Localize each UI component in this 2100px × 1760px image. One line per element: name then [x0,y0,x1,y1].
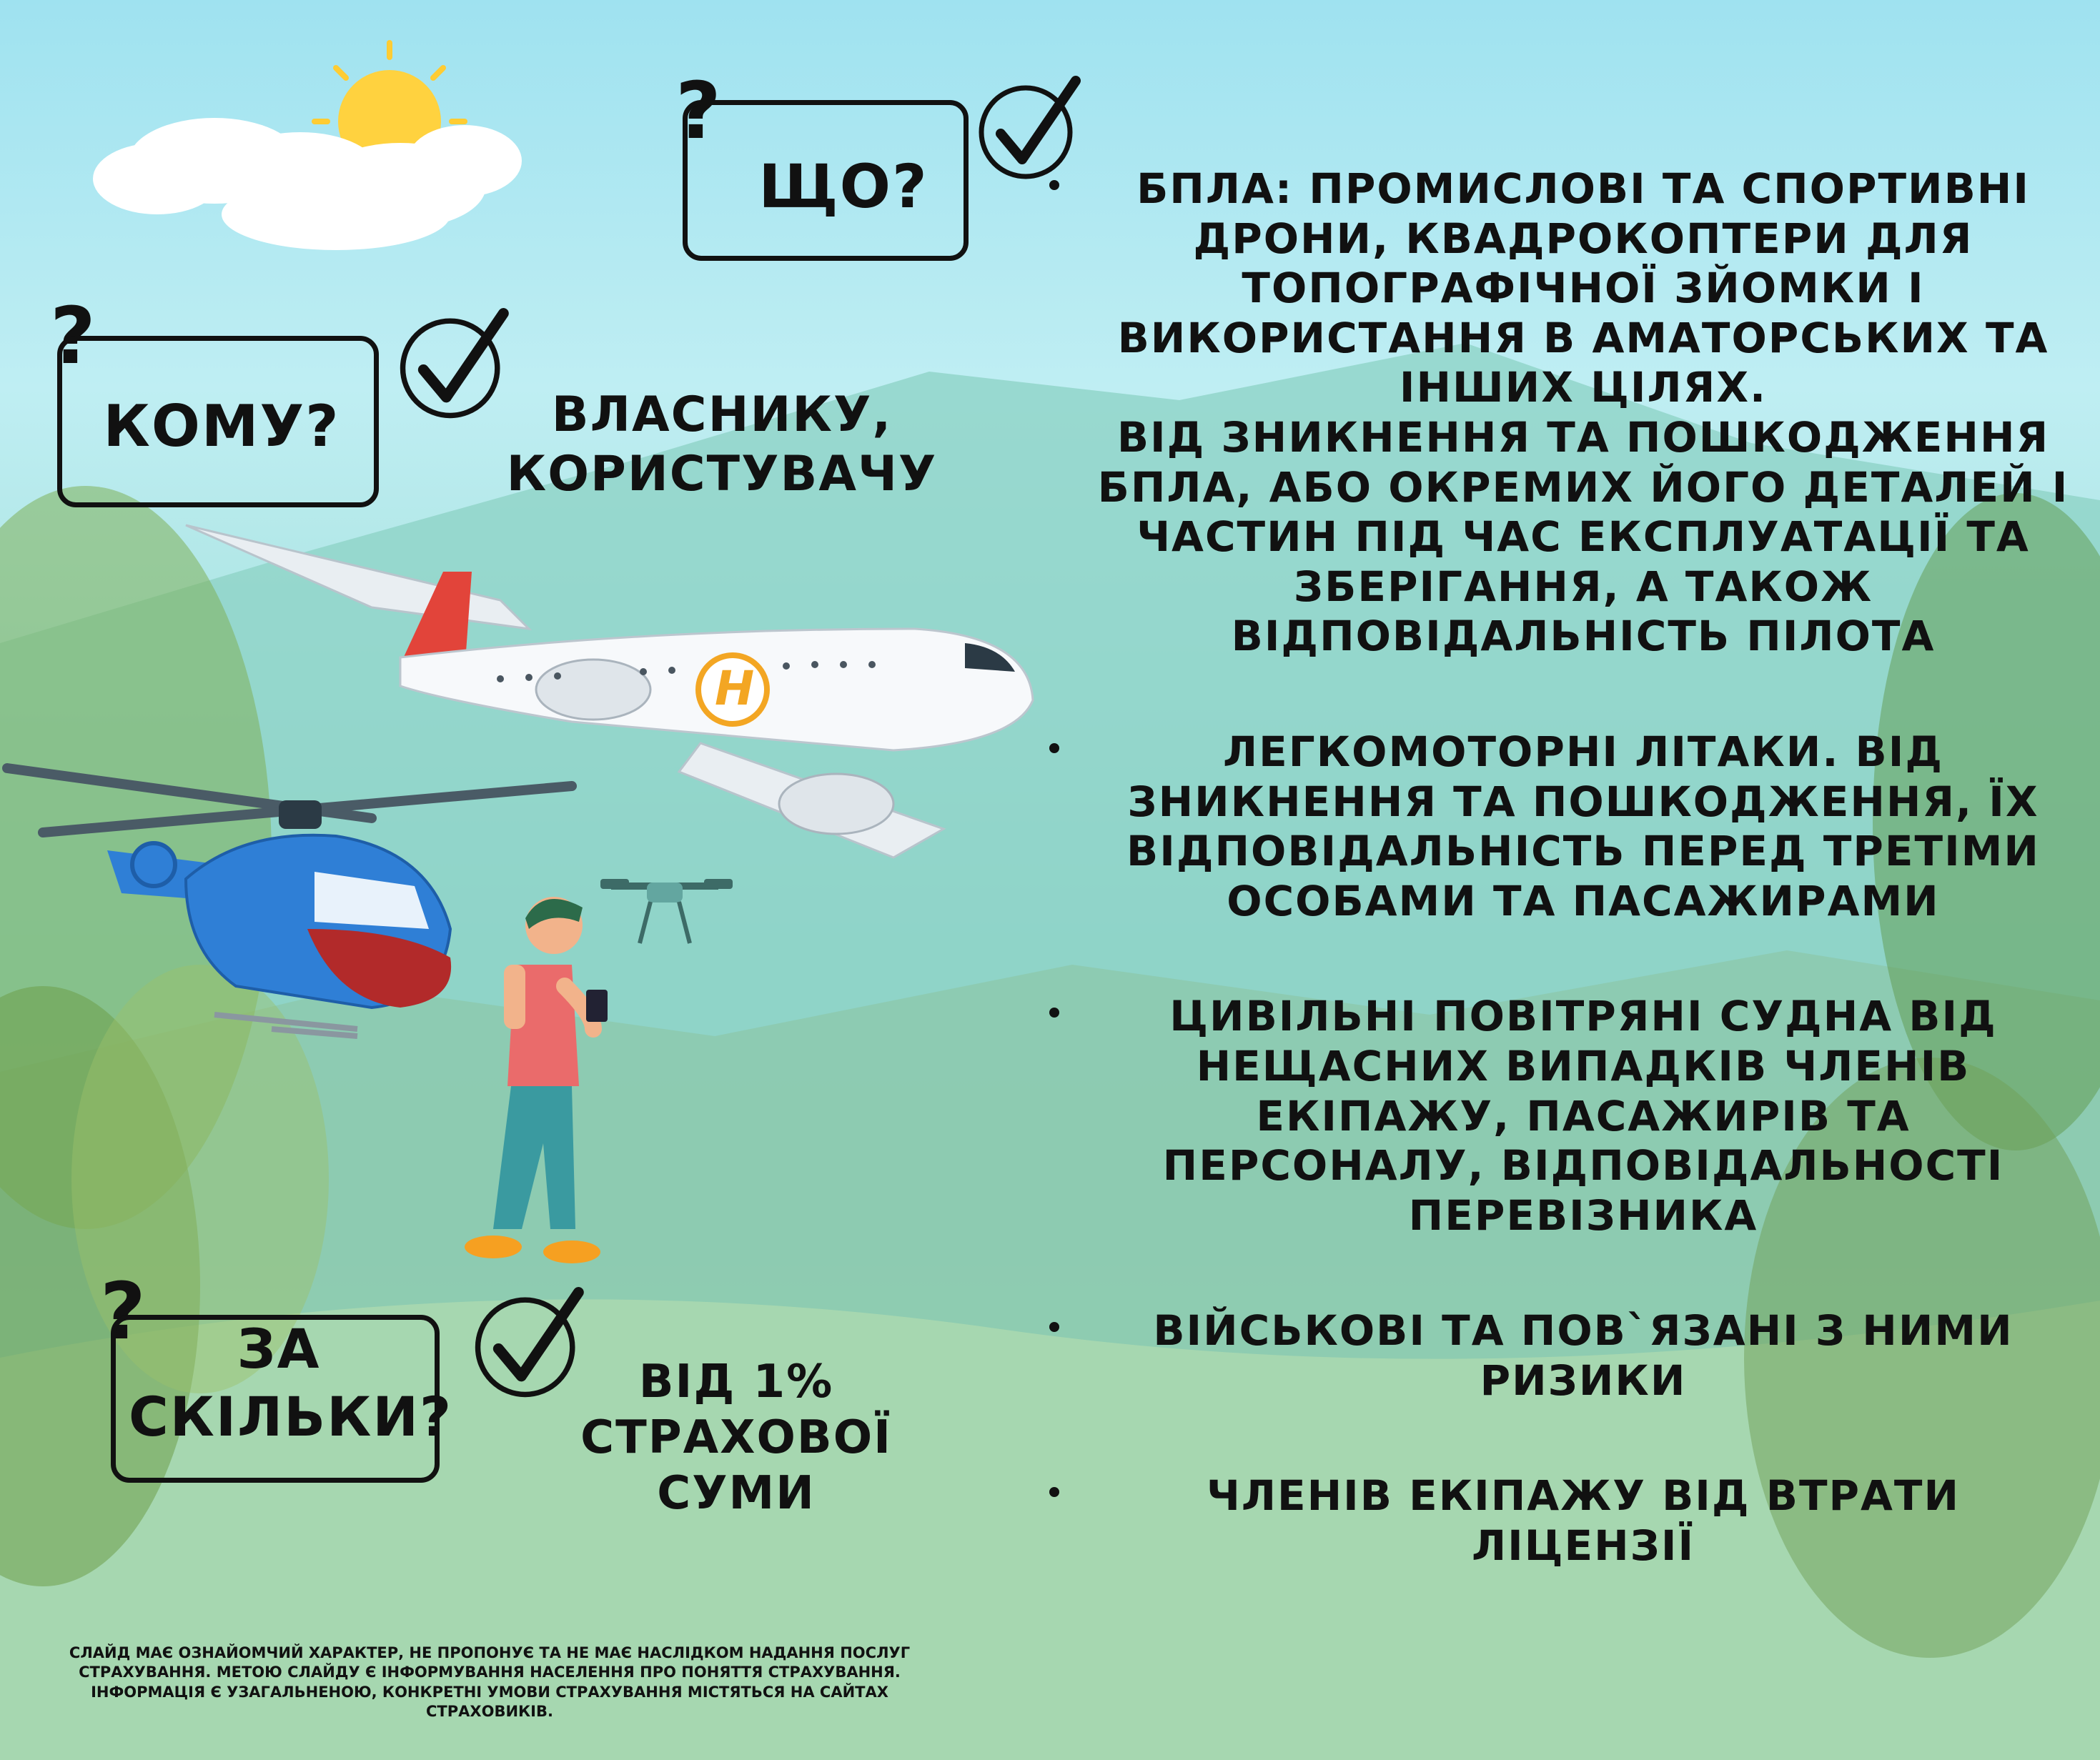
cost-heading: ЗА СКІЛЬКИ? [129,1317,453,1448]
cloud-icon [93,118,522,250]
list-item-text: ЦИВІЛЬНІ ПОВІТРЯНІ СУДНА ВІД НЕЩАСНИХ ВИПАДКІВ ЧЛЕНІВ ЕКІПАЖУ, ПАСАЖИРІВ ТА ПЕРСОНАЛУ, ВІДПОВІДАЛЬНОСТІ ПЕРЕВІЗНИКА [1162,992,2004,1240]
bullet-dot-icon [1049,1487,1059,1497]
bullet-dot-icon [1049,1008,1059,1018]
list-item-text: ЧЛЕНІВ ЕКІПАЖУ ВІД ВТРАТИ ЛІЦЕНЗІЇ [1206,1471,1961,1571]
list-item [1029,727,2073,926]
disclaimer-text: СЛАЙД МАЄ ОЗНАЙОМЧИЙ ХАРАКТЕР, НЕ ПРОПОНУЄ ТА НЕ МАЄ НАСЛІДКОМ НАДАННЯ ПОСЛУГ СТРАХУВАННЯ. МЕТОЮ СЛАЙДУ Є ІНФОРМУВАННЯ НАСЕЛЕННЯ ПРО ПОНЯТТЯ СТРАХУВАННЯ. ІНФОРМАЦІЯ Є УЗАГАЛЬНЕНОЮ, КОНКРЕТНІ УМОВИ СТРАХУВАННЯ МІСТЯТЬСЯ НА САЙТАХ СТРАХОВИКІВ. [69,1644,911,1720]
cost-answer: ВІД 1% СТРАХОВОЇ СУМИ [580,1356,892,1521]
bullet-dot-icon [1049,1322,1059,1332]
list-item [1029,164,2073,662]
what-heading: ЩО? [758,151,928,222]
list-item-text: ЛЕГКОМОТОРНІ ЛІТАКИ. ВІД ЗНИКНЕННЯ ТА ПОШКОДЖЕННЯ, ЇХ ВІДПОВІДАЛЬНІСТЬ ПЕРЕД ТРЕТІМИ ОСОБАМИ ТА ПАСАЖИРАМИ [1126,727,2040,925]
list-item [1029,992,2073,1241]
list-item-text: ВІЙСЬКОВІ ТА ПОВ`ЯЗАНІ З НИМИ РИЗИКИ [1153,1306,2014,1405]
coverage-list [1029,164,2073,1571]
company-logo-letter: H [715,661,755,716]
cost-question-mark: ? [100,1266,146,1357]
list-item [1029,1471,2073,1571]
bullet-dot-icon [1049,743,1059,753]
what-question-mark: ? [675,65,721,156]
whom-answer: ВЛАСНИКУ, КОРИСТУВАЧУ [506,387,938,502]
whom-question-mark: ? [50,290,96,382]
list-item-text: БПЛА: ПРОМИСЛОВІ ТА СПОРТИВНІ ДРОНИ, КВАДРОКОПТЕРИ ДЛЯ ТОПОГРАФІЧНОЇ ЗЙОМКИ І ВИКОРИСТАННЯ В АМАТОРСЬКИХ ТА ІНШИХ ЦІЛЯХ. ВІД ЗНИКНЕННЯ ТА ПОШКОДЖЕННЯ БПЛА, АБО ОКРЕМИХ ЙОГО ДЕТАЛЕЙ І ЧАСТИН ПІД ЧАС ЕКСПЛУАТАЦІЇ ТА ЗБЕРІГАННЯ, А ТАКОЖ ВІДПОВІДАЛЬНІСТЬ ПІЛОТА [1097,164,2069,661]
bullet-dot-icon [1049,180,1059,190]
list-item [1029,1306,2073,1406]
whom-heading: КОМУ? [103,393,340,459]
